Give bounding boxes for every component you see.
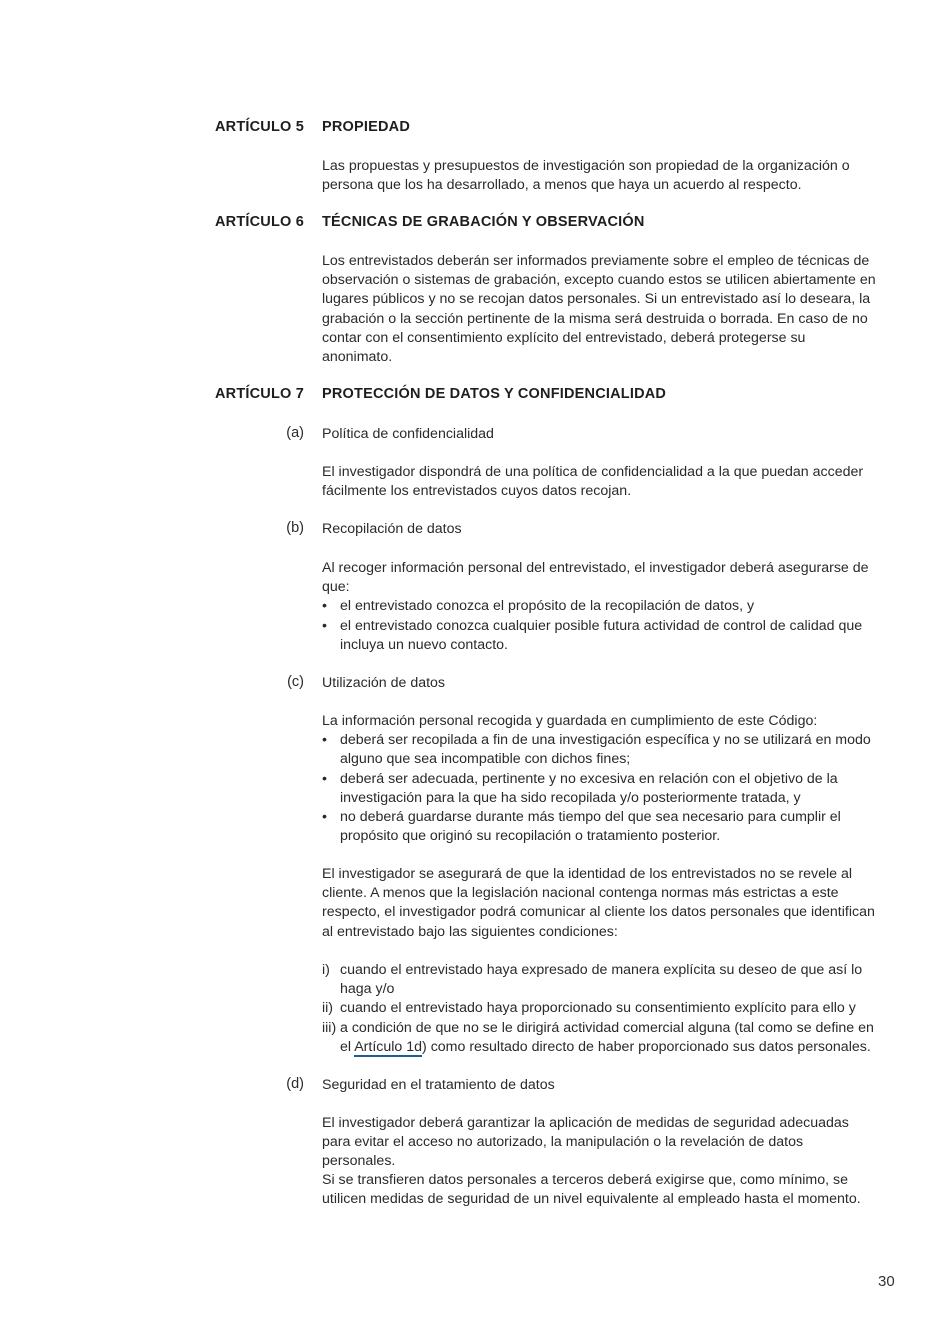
section-b-bullets [322,597,878,655]
section-b-body [322,559,878,655]
section-d-paragraph-2: Si se transfieren datos personales a terceros deberá exigirse que, como mínimo, se utilicen medidas de seguridad de un nivel equivalente al empleado hasta el momento. [322,1172,861,1208]
list-item: ii) cuando el entrevistado haya proporcionado su consentimiento explícito para ello y [322,1000,856,1017]
bullet-icon: • [322,732,327,749]
section-d-title: Seguridad en el tratamiento de datos [322,1077,555,1093]
section-c-paragraph-2 [322,865,878,942]
article-5-label: ARTÍCULO 5 [215,119,304,135]
article-6-title: TÉCNICAS DE GRABACIÓN Y OBSERVACIÓN [322,214,645,230]
section-d-body-1 [322,1114,878,1172]
section-a-title: Política de confidencialidad [322,426,494,442]
section-a-paragraph: El investigador dispondrá de una política de confidencialidad a la que puedan acceder fácilmente los entrevistados cuyos datos recojan. [322,464,864,500]
list-item: • el entrevistado conozca cualquier posible futura actividad de control de calidad que incluya un nuevo contacto. [322,617,863,653]
section-b-label: (b) [286,520,304,536]
section-c-conditions [322,961,878,1057]
list-item: • el entrevistado conozca el propósito de la recopilación de datos, y [322,597,878,616]
section-b-title: Recopilación de datos [322,521,462,537]
article-6-label: ARTÍCULO 6 [215,214,304,230]
list-item: • deberá ser recopilada a fin de una investigación específica y no se utilizará en modo alguno que sea incompatible con dichos fines; [322,732,871,768]
bullet-icon: • [322,809,327,826]
section-c-body [322,712,878,846]
section-b-intro: Al recoger información personal del entrevistado, el investigador deberá asegurarse de que: [322,560,869,596]
article-1d-link[interactable]: Artículo 1d [354,1038,423,1055]
section-c-intro: La información personal recogida y guardada en cumplimiento de este Código: [322,713,818,729]
section-a-body [322,463,878,501]
article-7-label: ARTÍCULO 7 [215,386,304,402]
list-item: iii) a condición de que no se le dirigirá actividad comercial alguna (tal como se define en el Artículo 1d) como resultado directo de haber proporcionado sus datos personales. [322,1019,874,1055]
section-d-label: (d) [286,1076,304,1092]
bullet-icon: • [322,617,327,634]
list-item: • no deberá guardarse durante más tiempo del que sea necesario para cumplir el propósito que originó su recopilación o tratamiento posterior. [322,809,841,845]
list-item: • deberá ser adecuada, pertinente y no excesiva en relación con el objetivo de la investigación para la que ha sido recopilada y/o posteriormente tratada, y [322,770,838,806]
article-5-body [322,157,878,195]
page-number: 30 [878,1273,895,1290]
section-c-title: Utilización de datos [322,675,446,691]
section-c-label: (c) [287,674,304,690]
list-item: i) cuando el entrevistado haya expresado de manera explícita su deseo de que así lo haga y/o [322,962,863,998]
article-6-paragraph: Los entrevistados deberán ser informados previamente sobre el empleo de técnicas de observación o sistemas de grabación, excepto cuando estos se utilicen abiertamente en lugares públicos y no se recojan datos personales. Si un entrevistado así lo deseara, la grabación o la sección pertinente de la misma será destruida o borrada. En caso de no contar con el consentimiento explícito del entrevistado, deberá protegerse su anonimato. [322,253,876,366]
section-d-paragraph-1: El investigador deberá garantizar la aplicación de medidas de seguridad adecuadas para evitar el acceso no autorizado, la manipulación o la revelación de datos personales. [322,1115,849,1170]
conditions-list [322,961,878,1057]
bullet-icon: • [322,770,327,787]
article-7-title: PROTECCIÓN DE DATOS Y CONFIDENCIALIDAD [322,386,667,402]
section-c-para2: El investigador se asegurará de que la identidad de los entrevistados no se revele al cliente. A menos que la legislación nacional contenga normas más estrictas a este respecto, el investigador podrá comunicar al cliente los datos personales que identifican al entrevistado bajo las siguientes condiciones: [322,866,875,940]
section-d-body-2 [322,1171,878,1209]
section-a-label: (a) [286,425,304,441]
article-6-body [322,252,878,367]
article-5-paragraph: Las propuestas y presupuestos de investigación son propiedad de la organización o persona que los ha desarrollado, a menos que haya un acuerdo al respecto. [322,158,850,194]
section-c-bullets [322,731,878,846]
article-5-title: PROPIEDAD [322,119,411,135]
bullet-icon: • [322,598,327,615]
